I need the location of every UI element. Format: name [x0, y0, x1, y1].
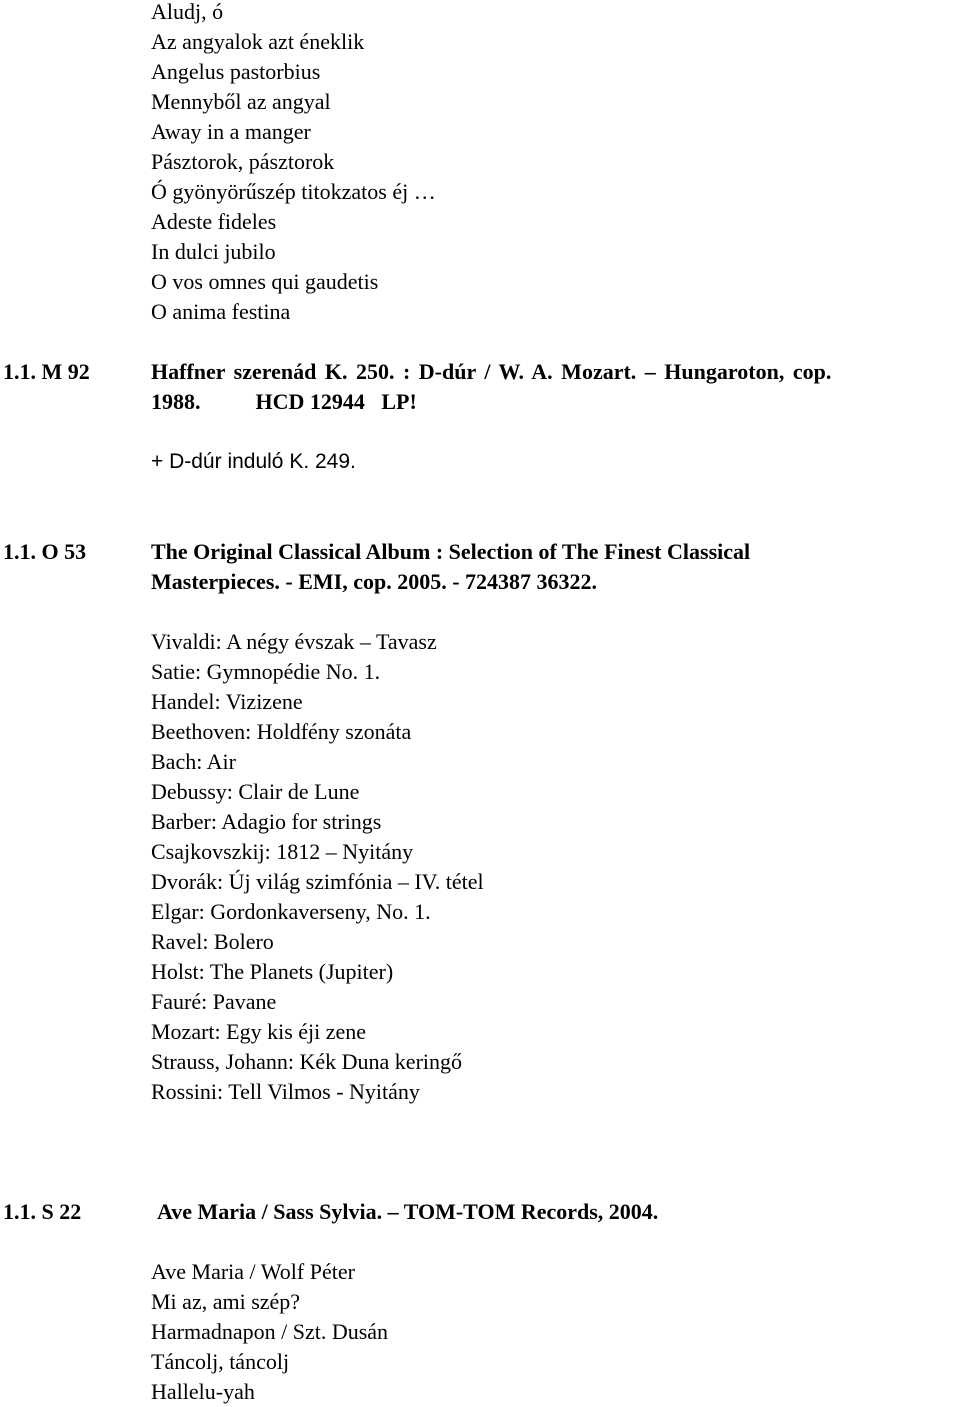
list-item: Mi az, ami szép? [151, 1289, 301, 1314]
catalog-code: 1.1. S 22 [3, 1199, 82, 1224]
list-item: Ó gyönyörűszép titokzatos éj … [151, 179, 436, 204]
list-item: Dvorák: Új világ szimfónia – IV. tétel [151, 869, 484, 894]
list-item: Adeste fideles [151, 209, 277, 234]
top-song-list [151, 0, 436, 327]
record-title-cont: Masterpieces. - EMI, cop. 2005. - 724387 36322. [151, 569, 598, 594]
list-item: Mozart: Egy kis éji zene [151, 1019, 367, 1044]
record-title-cont: 1988. HCD 12944 LP! [151, 389, 417, 414]
track-list [151, 627, 484, 1107]
record-title: The Original Classical Album : Selection of The Finest Classical [151, 539, 751, 564]
list-item: Elgar: Gordonkaverseny, No. 1. [151, 899, 431, 924]
list-item: Az angyalok azt éneklik [151, 29, 365, 54]
list-item: Aludj, ó [151, 0, 224, 24]
list-item: Satie: Gymnopédie No. 1. [151, 659, 381, 684]
list-item: Pásztorok, pásztorok [151, 149, 335, 174]
list-item: Barber: Adagio for strings [151, 809, 382, 834]
list-item: Holst: The Planets (Jupiter) [151, 959, 394, 984]
catalog-code: 1.1. O 53 [3, 539, 87, 564]
list-item: Harmadnapon / Szt. Dusán [151, 1319, 389, 1344]
list-item: In dulci jubilo [151, 239, 276, 264]
list-item: Angelus pastorbius [151, 59, 321, 84]
list-item: Strauss, Johann: Kék Duna keringő [151, 1049, 463, 1074]
list-item: Bach: Air [151, 749, 236, 774]
list-item: Debussy: Clair de Lune [151, 779, 360, 804]
list-item: Hallelu-yah [151, 1379, 255, 1404]
list-item: Ave Maria / Wolf Péter [151, 1259, 355, 1284]
list-item: Rossini: Tell Vilmos - Nyitány [151, 1079, 420, 1104]
list-item: O anima festina [151, 299, 291, 324]
list-item: Mennyből az angyal [151, 89, 331, 114]
list-item: Beethoven: Holdfény szonáta [151, 719, 412, 744]
record-note: + D-dúr induló K. 249. [151, 450, 356, 473]
list-item: Vivaldi: A négy évszak – Tavasz [151, 629, 437, 654]
list-item: Away in a manger [151, 119, 311, 144]
record-title: Haffner szerenád K. 250. : D-dúr / W. A. Mozart. – Hungaroton, cop. [151, 359, 832, 384]
list-item: Táncolj, táncolj [151, 1349, 290, 1374]
list-item: Fauré: Pavane [151, 989, 277, 1014]
catalog-code: 1.1. M 92 [3, 359, 90, 384]
track-list [151, 1257, 388, 1407]
list-item: Handel: Vizizene [151, 689, 303, 714]
list-item: Csajkovszkij: 1812 – Nyitány [151, 839, 414, 864]
list-item: Ravel: Bolero [151, 929, 274, 954]
list-item: O vos omnes qui gaudetis [151, 269, 379, 294]
record-title: Ave Maria / Sass Sylvia. – TOM-TOM Records, 2004. [157, 1199, 659, 1224]
